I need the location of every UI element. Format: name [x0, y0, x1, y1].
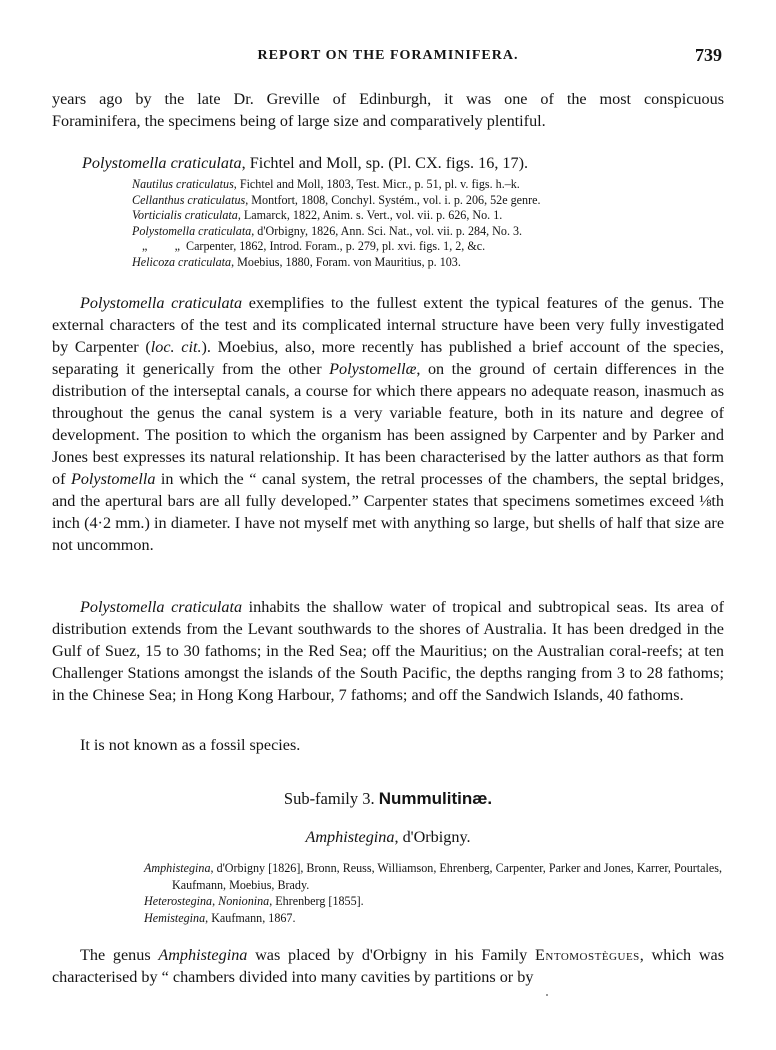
synonym-name: Nonionina — [218, 894, 270, 908]
synonym-ref: , Fichtel and Moll, 1803, Test. Micr., p. 51, pl. v. figs. h.–k. — [233, 177, 520, 191]
synonym-name: Vorticialis craticulata — [132, 208, 238, 223]
species-name: Polystomella craticulata — [82, 154, 242, 172]
synonym-name: Heterostegina — [144, 894, 213, 908]
synonym-ref: , Montfort, 1808, Conchyl. Systém., vol. i. p. 206, 52e genre. — [245, 192, 541, 207]
running-header — [0, 44, 776, 72]
subfamily-title — [52, 788, 724, 810]
synonym-ref: , d'Orbigny [1826], Bronn, Reuss, Williamson, Ehrenberg, Carpenter, Parker and Jones, Karrer, Pourtales, Kaufmann, Moebius, Brady. — [172, 861, 722, 892]
description-paragraph — [52, 292, 724, 556]
synonym-ref: , Lamarck, 1822, Anim. s. Vert., vol. vii. p. 626, No. 1. — [237, 208, 503, 223]
subfamily-heading — [52, 788, 724, 810]
paragraph-text: exemplifies to the fullest extent the typical features of the genus. The external characters of the test and its complicated internal structure have been very fully investigated by Carpenter ( — [52, 294, 724, 356]
genus-mention: Polystomella — [70, 470, 156, 488]
synonym-entry — [132, 239, 724, 255]
synonym-name: Nautilus craticulatus — [132, 177, 234, 191]
paragraph-body — [52, 944, 724, 988]
genus-author: , d'Orbigny. — [394, 828, 471, 846]
fossil-note — [52, 734, 724, 756]
synonym-ref: , Kaufmann, 1867. — [205, 910, 296, 925]
paragraph-text: inhabits the shallow water of tropical and subtropical seas. Its area of distribution extends from the Levant southwards to the shores of Australia. It has been dredged in the Gulf of Suez, 15 to 30 fathoms; in the Red Sea; off the Mauritius; on the Australian coral-reefs; at ten Challenger Stations amongst the islands of the South Pacific, the depths ranging from 3 to 28 fathoms; in the Chinese Sea; in Hong Kong Harbour, 7 fathoms; and off the Sandwich Islands, 40 fathoms. — [52, 598, 724, 704]
running-title: REPORT ON THE FORAMINIFERA. — [257, 48, 519, 63]
intro-line-1: years ago by the late Dr. Greville of Edinburgh, it was one of the most conspicuous — [52, 90, 724, 108]
species-mention: Polystomella craticulata — [80, 294, 243, 312]
synonym-entry — [132, 193, 724, 209]
paragraph-text: , which was characterised by “ chambers divided into many cavities by partitions or by — [52, 946, 724, 986]
genus-title — [52, 826, 724, 848]
paragraph-text: was placed by d'Orbigny in his Family — [247, 946, 535, 964]
synonym-entry — [132, 224, 724, 240]
genus-synonymy — [52, 860, 724, 926]
paragraph-text: in which the “ canal system, the retral processes of the chambers, the septal bridges, and the apertural bars are all fully developed.” Carpenter states that specimens sometimes exceed ⅛th inch (4·2 mm.) in diameter. I have not myself met with anything so large, but shells of half that size are not uncommon. — [52, 470, 724, 554]
synonym-name: Hemistegina — [144, 910, 206, 925]
genus-name: Amphistegina — [305, 828, 395, 846]
paragraph-body — [52, 596, 724, 706]
genus-mention: Amphistegina — [158, 946, 248, 964]
genus-synonym-entry — [144, 860, 724, 893]
synonym-name: Amphistegina — [144, 861, 211, 875]
paragraph-text: ). Moebius, also, more recently has published a brief account of the species, separating it generically from the other — [52, 338, 724, 378]
species-reference: , Fichtel and Moll, sp. (Pl. CX. figs. 16, 17). — [241, 154, 529, 172]
subfamily-name: Nummulitinæ. — [378, 789, 493, 808]
species-section — [52, 152, 724, 271]
synonym-ref: , Moebius, 1880, Foram. von Mauritius, p. 103. — [231, 254, 461, 269]
synonym-ref: , Ehrenberg [1855]. — [269, 894, 364, 908]
paragraph-text: , on the ground of certain differences in the distribution of the interseptal canals, a course for which there appears no adequate reason, inasmuch as throughout the genus the canal system is a very variable feature, both in its nature and degree of development. The position to which the organism has been assigned by Carpenter and by Parker and Jones best expresses its natural relationship. It has been characterised by the latter authors as that form of — [52, 360, 725, 488]
subfamily-prefix: Sub-family 3. — [283, 789, 379, 808]
synonym-entry — [132, 177, 724, 193]
genus-description-paragraph — [52, 944, 724, 988]
genus-heading — [52, 826, 724, 848]
synonymy-list — [52, 177, 724, 271]
synonym-ref: , d'Orbigny, 1826, Ann. Sci. Nat., vol. vii. p. 284, No. 3. — [251, 223, 523, 238]
synonym-name: Helicoza craticulata — [132, 254, 232, 269]
species-mention: Polystomella craticulata — [80, 598, 243, 616]
separator: , — [212, 894, 219, 908]
intro-paragraph — [52, 88, 724, 132]
species-heading — [82, 152, 724, 174]
synonym-ref: Carpenter, 1862, Introd. Foram., p. 279, pl. xvi. figs. 1, 2, &c. — [179, 239, 486, 254]
print-speck — [546, 994, 548, 996]
paragraph-body — [52, 292, 724, 556]
synonym-name: Cellanthus craticulatus — [132, 192, 246, 207]
distribution-paragraph — [52, 596, 724, 706]
ditto-marks: „ „ — [142, 239, 180, 254]
synonym-name: Polystomella craticulata — [132, 223, 252, 238]
fossil-note-text: It is not known as a fossil species. — [80, 736, 301, 754]
family-name: Entomostègues — [534, 946, 640, 964]
intro-line-2: Foraminifera, the specimens being of large size and comparatively plentiful. — [52, 112, 546, 130]
genus-synonym-entry — [144, 893, 724, 910]
paragraph-text: The genus — [80, 946, 159, 964]
page-number: 739 — [695, 45, 722, 65]
genus-plural: Polystomellæ — [329, 360, 417, 378]
synonym-entry — [132, 255, 724, 271]
synonym-entry — [132, 208, 724, 224]
citation-abbrev: loc. cit. — [150, 338, 202, 356]
genus-synonym-entry — [144, 910, 724, 927]
